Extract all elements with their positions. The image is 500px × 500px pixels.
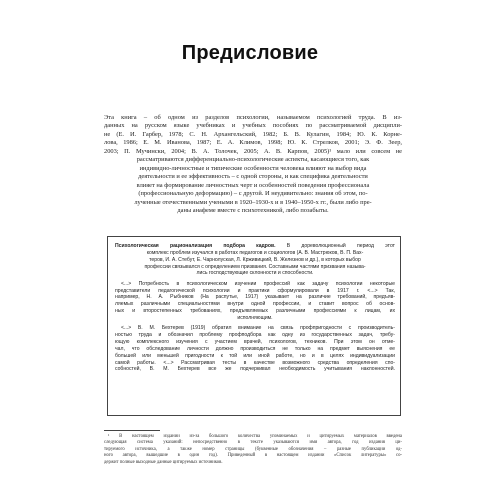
quotation-line: например, Н. А. Рыбников (На распутье, 1917) указывает на различие требований, предъяв- xyxy=(115,294,395,301)
quotation-line: большей или меньшей пригодности к той или иной работе, но и в целях индивидуализации xyxy=(115,352,395,359)
intro-line: влияет на формирование личностных черт и особенностей поведения профессионала xyxy=(136,181,370,189)
intro-line: Эта книга – об одном из разделов психологии, называемом психологией труда. В из- xyxy=(104,114,402,121)
quotation-line: ющую комплексного изучения с участием врачей, психологов, техников. При этом он отме- xyxy=(115,338,395,345)
intro-paragraph xyxy=(104,114,402,215)
footnote-line: держит полные выходные данные цитируемых источников. xyxy=(104,459,223,465)
quotation-line: представители педагогической психологии и практики сформулировали в 1917 г. <...> Так, xyxy=(115,287,395,294)
quotation-box-content xyxy=(115,243,395,373)
intro-line: деятельности и ее эффективность – с одной стороны, и как специфика деятельности xyxy=(138,173,368,181)
quotation-line: лись господствующие склонности и способности. xyxy=(196,270,314,277)
quotation-box xyxy=(107,236,401,416)
page-title: Предисловие xyxy=(181,42,319,64)
intro-line: лученные отечественными учеными в 1920–1930-х и в 1940–1950-х гг., были либо пре- xyxy=(134,198,372,206)
intro-line: лова, 1986; Е. М. Иванова, 1987; Е. А. Климов, 1998; Ю. К. Стрелков, 2001; Э. Ф. Зеер, xyxy=(104,139,402,147)
intro-line: не (Е. И. Гарбер, 1978; С. Н. Архангельский, 1982; Б. В. Кулагин, 1984; Ю. К. Корне- xyxy=(104,130,402,138)
quotation-line: ностью труда и обозначил проблему профподбора как одну из государственных задач, требу- xyxy=(115,332,395,339)
quotation-first-line xyxy=(115,243,395,250)
quotation-heading: Психологическая рационализация подбора кадров. xyxy=(115,243,276,249)
quotation-line: профессии связывался с определением призвания. Составными частями призвания называ- xyxy=(144,263,366,270)
footnote-line: ¹ В настоящем издании из-за большого количества упоминаемых и цитируемых материалов введена xyxy=(108,434,402,439)
quotation-line: исполняющим. xyxy=(237,314,273,321)
quotation-line: <...> В. М. Бехтерев (1919) обратил внимание на связь профпригодности с производитель- xyxy=(121,325,395,332)
intro-line: (профессиональную деформацию) – с другой. И неудивительно: знания об этом, по- xyxy=(138,190,368,198)
quotation-line: чал, что обследование личности должно производиться не только на предмет выяснения ее xyxy=(115,345,395,352)
quotation-line: теров, И. А. Стебут, Е. Чарнолуская, Л. Крживицкий, В. Железнов и др.), в которых выбор xyxy=(149,256,361,263)
footnote-divider xyxy=(104,430,160,431)
intro-line: даны анафеме вместе с психотехникой, либо позабыты. xyxy=(177,206,329,214)
quotation-text: В дореволюционный период этот xyxy=(275,243,395,249)
quotation-line: ных и второстепенных требованиях, предъявляемых различными профессиями к лицам, их xyxy=(115,308,395,315)
footnote-line: ного автора, вышедшие в один год). Приведенный в настоящем издании «Список литературы» со- xyxy=(104,453,402,459)
quotation-line: самой работы. <...> Рассматривая тесты в качестве возможного средства определения спо- xyxy=(115,359,395,366)
quotation-line: ляемых различными специальностями внутри одной профессии, и ставит вопрос об основ- xyxy=(115,301,395,308)
footnote xyxy=(104,434,402,466)
intro-line: рассматриваются дифференциально-психологические аспекты, касающиеся того, как xyxy=(136,156,370,164)
intro-line: данных на русском языке учебниках и учебных пособиях по рассматриваемой дисципли- xyxy=(104,122,402,130)
quotation-line: комплекс проблем изучался в работах педагогов и социологов (А. В. Мастрюков, В. П. Вах- xyxy=(146,249,364,256)
intro-line: 2003; П. Мучински, 2004; В. А. Толочек, 2005; А. В. Карпов, 2005)¹ мало или совсем не xyxy=(104,147,402,155)
quotation-line: <...> Потребность в психологическом изучении профессий как задачу психологии некоторые xyxy=(121,280,395,287)
footnote-line: следующая система указаний: непосредственно в тексте указываются имя автора, год издания ци- xyxy=(104,440,402,446)
footnote-line: тируемого источника, а также номер страницы (буквенные обозначения – разные публикации од- xyxy=(104,446,402,452)
intro-line: индивидно-личностные и типические особенности человека влияют на выбор вида xyxy=(139,164,367,172)
quotation-line: собностей, В. М. Бехтерев все же подчеркивал необходимость учитывания наклонностей. xyxy=(115,366,395,373)
